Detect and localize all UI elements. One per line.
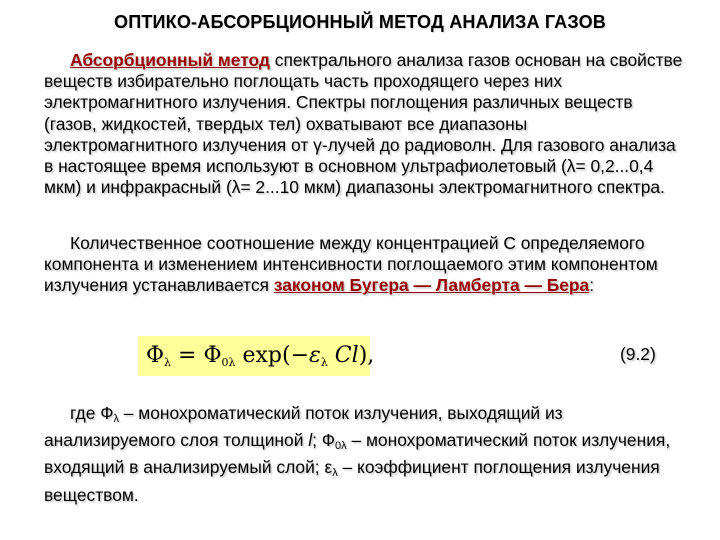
formula-phi-0: Φ	[203, 343, 222, 368]
formula-l: l	[351, 343, 359, 368]
formula-close: ),	[358, 343, 375, 368]
formula-epsilon-sub-lambda: λ	[320, 356, 328, 369]
formula-sub-0lambda: 0λ	[221, 356, 236, 369]
term-bouguer-lambert-beer-law: законом Бугера — Ламберта — Бера	[273, 275, 590, 296]
formula-epsilon: ε	[309, 343, 321, 368]
p3-part2: – монохроматический поток излучения, выходящий из анализируемого слоя толщиной	[44, 403, 563, 451]
term-absorption-method: Абсорбционный метод	[70, 50, 270, 70]
p3-part4: – монохроматический поток излучения, входящий в анализируемый слой; ε	[44, 430, 671, 478]
p3-sub-lambda: λ	[113, 413, 119, 425]
slide-title: ОПТИКО-АБСОРБЦИОННЫЙ МЕТОД АНАЛИЗА ГАЗОВ	[114, 12, 606, 32]
p3-sub-lambda-2: λ	[332, 467, 338, 480]
p3-l: l	[308, 430, 313, 451]
paragraph2-text: Количественное соотношение между концентрацией С определяемого компонента и изменением интенсивности поглощаемого этим компонентом излучения устанавливается	[44, 233, 658, 296]
formula-9-2	[138, 336, 375, 376]
formula-equals: =	[171, 343, 204, 368]
paragraph1-text: спектрального анализа газов основан на свойстве веществ избирательно поглощать часть проходящего через них электромагнитного излучения. Спектры поглощения различных веществ (газов, жидкостей, твердых тел) охватывают все диапазоны электромагнитного излучения от γ-лучей до радиоволн. Для газового анализа в настоящее время используют в основном ультрафиолетовый (λ= 0,2...0,4 мкм) и инфракрасный (λ= 2...10 мкм) диапазоны электромагнитного спектра.	[44, 50, 683, 198]
formula-phi: Φ	[146, 343, 165, 368]
paragraph-where-definitions	[44, 403, 684, 506]
p3-sub-0lambda: 0λ	[335, 440, 347, 453]
p3-part3: ; Ф	[312, 430, 336, 451]
equation-number: (9.2)	[620, 344, 656, 364]
paragraph-absorption-method	[44, 50, 684, 198]
formula-sub-lambda: λ	[164, 356, 172, 369]
p3-part5: – коэффициент поглощения излучения веществом.	[44, 457, 660, 505]
paragraph2-tail: :	[589, 275, 595, 296]
paragraph-quantitative-relation	[44, 233, 684, 297]
formula-exp: exp(−	[235, 343, 310, 368]
p3-part1: где Ф	[70, 403, 114, 423]
formula-c: C	[327, 343, 352, 368]
